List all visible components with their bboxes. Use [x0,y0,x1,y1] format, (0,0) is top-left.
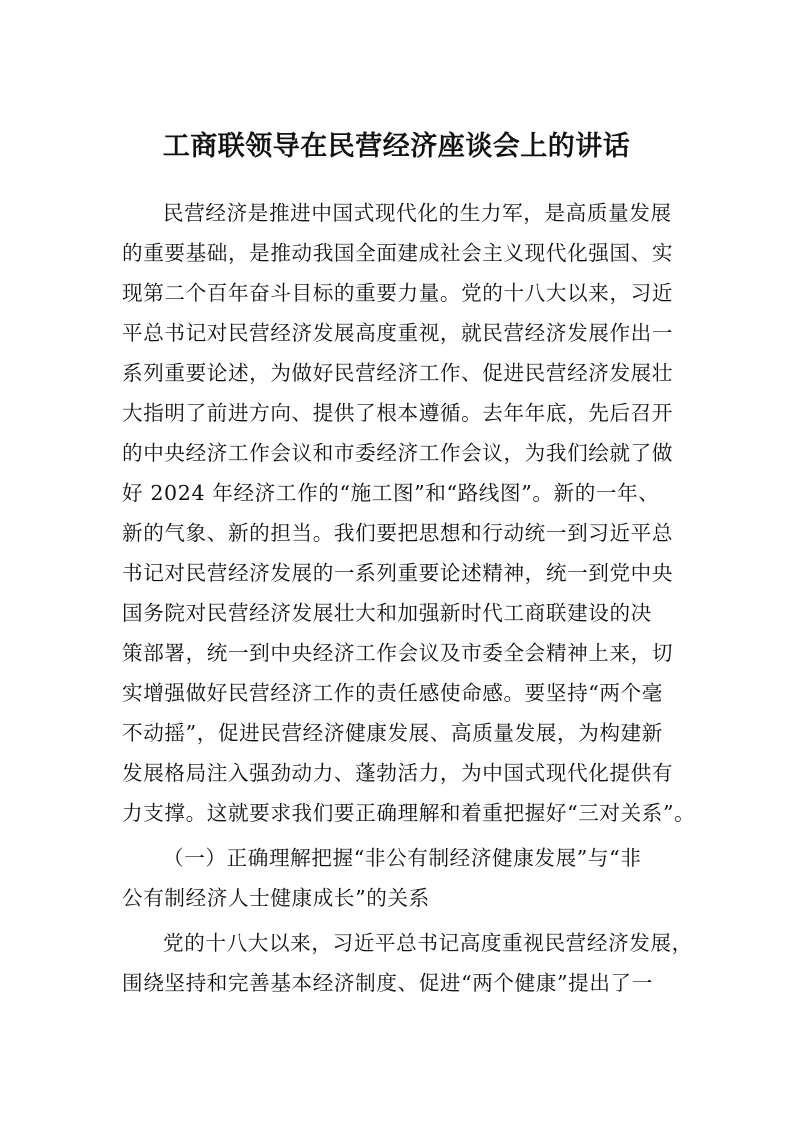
paragraph-line: 的重要基础，是推动我国全面建成社会主义现代化强国、实 [122,241,674,265]
paragraph-line: 书记对民营经济发展的一系列重要论述精神，统一到党中央 [122,561,674,585]
paragraph-line: 大指明了前进方向、提供了根本遵循。去年年底，先后召开 [122,401,674,425]
paragraph-line: 实增强做好民营经济工作的责任感使命感。要坚持“两个毫 [122,681,663,705]
paragraph-line: 好 2024 年经济工作的“施工图”和“路线图”。新的一年、 [122,481,660,505]
paragraph-line: 策部署，统一到中央经济工作会议及市委全会精神上来，切 [122,641,674,665]
paragraph-line: 新的气象、新的担当。我们要把思想和行动统一到习近平总 [122,521,674,545]
document-title: 工商联领导在民营经济座谈会上的讲话 [162,131,631,162]
paragraph-line: 力支撑。这就要求我们要正确理解和着重把握好“三对关系”。 [122,801,696,825]
paragraph-line: 民营经济是推进中国式现代化的生力军，是高质量发展 [163,201,672,225]
paragraph-line: 系列重要论述，为做好民营经济工作、促进民营经济发展壮 [122,361,674,385]
paragraph-line: 的中央经济工作会议和市委经济工作会议，为我们绘就了做 [122,441,674,465]
paragraph-line: 国务院对民营经济发展壮大和加强新时代工商联建设的决 [122,601,652,625]
paragraph-line: 党的十八大以来，习近平总书记高度重视民营经济发展， [163,931,693,955]
paragraph-line: 围绕坚持和完善基本经济制度、促进“两个健康”提出了一 [122,971,653,995]
paragraph-line: 不动摇”，促进民营经济健康发展、高质量发展，为构建新 [122,721,663,745]
paragraph-line: 平总书记对民营经济发展高度重视，就民营经济发展作出一 [122,321,674,345]
paragraph-line: 发展格局注入强劲动力、蓬勃活力，为中国式现代化提供有 [122,761,674,785]
section-heading-line: （一）正确理解把握“非公有制经济健康发展”与“非 [163,846,642,870]
paragraph-line: 现第二个百年奋斗目标的重要力量。党的十八大以来，习近 [122,281,674,305]
section-heading-line: 公有制经济人士健康成长”的关系 [122,886,430,910]
